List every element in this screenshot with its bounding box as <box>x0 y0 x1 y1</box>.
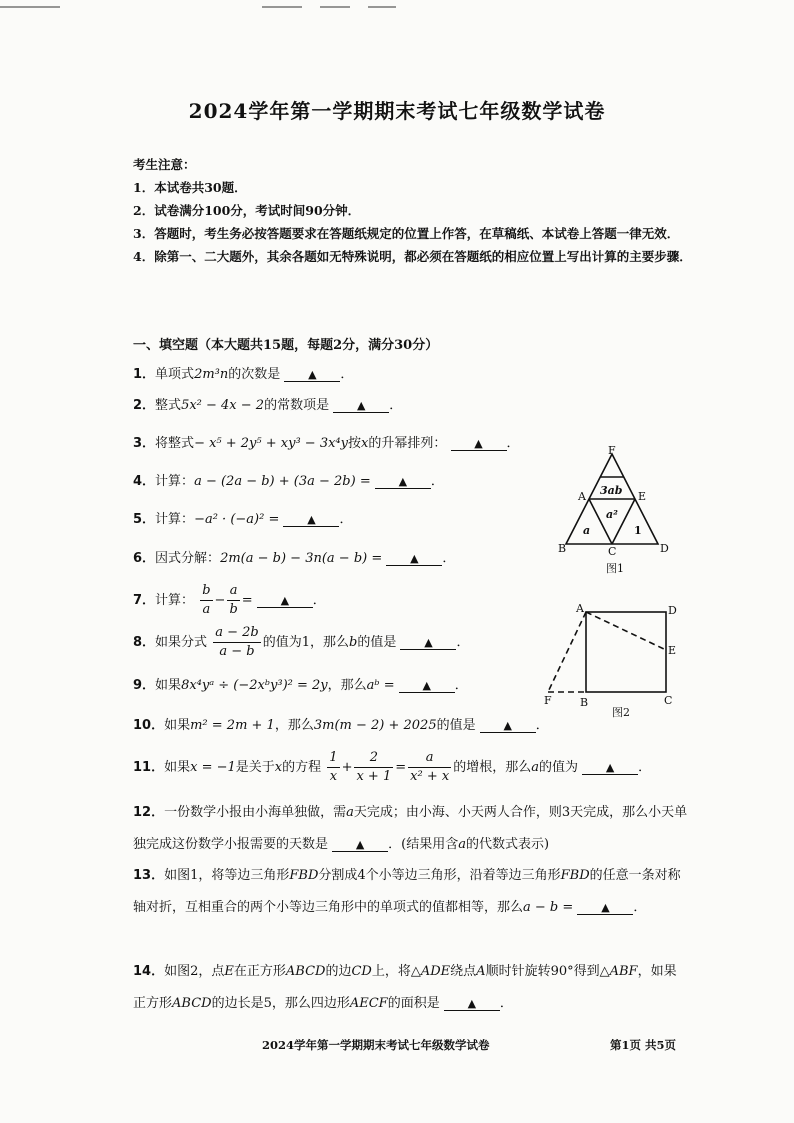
answer-blank[interactable] <box>386 553 442 566</box>
section-heading: 一、填空题（本大题共15题，每题2分，满分30分） <box>133 338 439 353</box>
answer-blank[interactable] <box>284 369 340 382</box>
exam-notes <box>133 153 693 268</box>
question-text: 的值为 <box>538 760 578 775</box>
note-item: 2．试卷满分100分，考试时间90分钟． <box>133 203 361 218</box>
question-4: 4．计算：a − (2a − b) + (3a − 2b) = ▲ ． <box>133 474 444 489</box>
question-text: 的常数项是 <box>264 398 330 413</box>
triangle-icon: ▲ <box>474 437 483 450</box>
answer-blank[interactable] <box>332 839 388 852</box>
fraction <box>227 582 239 619</box>
denominator: a − b <box>219 644 255 659</box>
question-text: 的方程 <box>282 760 322 775</box>
fraction <box>354 749 393 786</box>
numerator: a <box>227 582 239 601</box>
answer-blank[interactable] <box>333 400 389 413</box>
point-label: A <box>578 490 586 503</box>
question-9: 9．如果8x⁴yᵃ ÷ (−2xᵇy³)² = 2y，那么aᵇ = ▲ ． <box>133 678 468 693</box>
math-expression: aᵇ = <box>366 678 395 693</box>
question-number: 4． <box>133 474 156 489</box>
question-number: 12． <box>133 805 165 820</box>
answer-blank[interactable] <box>400 637 456 650</box>
triangle-icon: ▲ <box>424 636 433 649</box>
point-label: C <box>664 694 673 707</box>
math-expression: x = −1 <box>190 760 236 775</box>
question-number: 7． <box>133 593 156 608</box>
triangle-icon: ▲ <box>410 552 419 565</box>
question-text: 顺时针旋转90°得到△ <box>485 964 610 979</box>
question-text: ．(结果用含 <box>388 837 459 852</box>
question-text: ，那么 <box>274 718 314 733</box>
math-expression: a − b = <box>523 900 574 915</box>
point-label: D <box>660 542 669 555</box>
question-8: 8．如果分式 $\frac{a - 2b}{a - b}$ 的值为1，那么b的值是 ▲ ． <box>133 625 470 659</box>
question-text: 如图1，将等边三角形 <box>164 868 290 883</box>
denominator: x <box>329 769 338 784</box>
math-variable: a <box>346 805 354 820</box>
question-text: 整式 <box>155 398 182 413</box>
fraction <box>327 749 339 786</box>
math-variable: ADE <box>420 964 451 979</box>
question-text: ，如果正方形 <box>133 964 677 1011</box>
point-label: E <box>638 490 647 503</box>
math-variable: FBD <box>560 868 590 883</box>
triangle-icon: ▲ <box>280 594 290 607</box>
question-text: 一份数学小报由小海单独做，需 <box>164 805 347 820</box>
scan-mark <box>320 6 350 8</box>
question-text: 的升幂排列： <box>368 436 447 451</box>
exam-title: 2024学年第一学期期末考试七年级数学试卷 <box>188 99 606 123</box>
answer-blank[interactable] <box>283 514 339 527</box>
question-text: 计算： <box>155 474 195 489</box>
question-text: 如果分式 <box>155 635 208 650</box>
denominator: x² + x <box>410 769 450 784</box>
math-variable: a <box>531 760 539 775</box>
question-text: 的代数式表示) <box>466 837 550 852</box>
figure-2 <box>540 600 690 720</box>
question-text: 绕点 <box>450 964 477 979</box>
denominator: x + 1 <box>356 769 392 784</box>
point-label: D <box>668 604 677 617</box>
footer-title: 2024学年第一学期期末考试七年级数学试卷 <box>262 1038 490 1052</box>
math-expression: m² = 2m + 1 <box>190 718 275 733</box>
math-variable: x <box>274 760 283 775</box>
triangle-icon: ▲ <box>398 475 408 488</box>
math-expression: 5x² − 4x − 2 <box>181 398 265 413</box>
question-text: 的任意一条对称轴对折，互相重合的两个小等边三角形中的单项式的值都相等，那么 <box>133 868 681 915</box>
math-expression: 2m(a − b) − 3n(a − b) = <box>220 551 383 566</box>
math-variable: ABCD <box>172 996 212 1011</box>
answer-blank[interactable] <box>577 902 633 915</box>
question-number: 1． <box>133 367 156 382</box>
scan-mark <box>0 6 60 8</box>
question-text: 的值是 <box>357 635 397 650</box>
math-expression: 8x⁴yᵃ ÷ (−2xᵇy³)² = 2y <box>181 678 328 693</box>
scan-mark <box>368 6 396 8</box>
answer-blank[interactable] <box>582 762 638 775</box>
question-text: 如果 <box>164 760 191 775</box>
triangle-icon: ▲ <box>307 513 316 526</box>
answer-blank[interactable] <box>399 680 455 693</box>
math-variable: a <box>458 837 466 852</box>
cell-label: a <box>583 524 591 537</box>
question-13: 13．如图1，将等边三角形FBD分割成4个小等边三角形，沿着等边三角形FBD的任意一条对称轴对折，互相重合的两个小等边三角形中的单项式的值都相等，那么a − b = ▲ ． <box>133 868 681 915</box>
question-text: 的增根，那么 <box>453 760 532 775</box>
notes-heading: 考生注意： <box>133 157 196 172</box>
question-number: 14． <box>133 964 165 979</box>
figure-1 <box>556 444 676 574</box>
cell-label: a² <box>606 508 618 521</box>
page-number: 第1页 共5页 <box>610 1038 677 1052</box>
question-text: 在正方形 <box>233 964 286 979</box>
fraction <box>213 624 261 661</box>
math-variable: ABF <box>609 964 638 979</box>
triangle-icon: ▲ <box>355 838 365 851</box>
question-text: 的面积是 <box>387 996 440 1011</box>
answer-blank[interactable] <box>480 720 536 733</box>
question-text: 的值为1，那么 <box>262 635 349 650</box>
question-text: ，那么 <box>327 678 367 693</box>
numerator: 1 <box>327 749 339 768</box>
question-text: 计算： <box>155 512 195 527</box>
numerator: a − 2b <box>213 624 261 643</box>
question-number: 9． <box>133 678 156 693</box>
question-2: 2．整式5x² − 4x − 2的常数项是 ▲ ． <box>133 398 403 413</box>
answer-blank[interactable] <box>257 595 313 608</box>
question-number: 10． <box>133 718 165 733</box>
question-text: 的边长是5，那么四边形 <box>211 996 350 1011</box>
note-item: 4．除第一、二大题外，其余各题如无特殊说明，都必须在答题纸的相应位置上写出计算的主要步骤． <box>133 249 692 264</box>
answer-blank[interactable] <box>451 438 507 451</box>
fraction <box>408 749 451 786</box>
question-text: 是关于 <box>235 760 275 775</box>
triangle-icon: ▲ <box>308 368 317 381</box>
question-number: 13． <box>133 868 165 883</box>
question-text: 计算： <box>155 593 195 608</box>
numerator: b <box>200 582 212 601</box>
point-label: A <box>576 602 584 615</box>
note-item: 3．答题时，考生务必按答题要求在答题纸规定的位置上作答，在草稿纸、本试卷上答题一律无效． <box>133 226 680 241</box>
question-number: 11． <box>133 760 165 775</box>
numerator: 2 <box>354 749 393 768</box>
math-expression: a − (2a − b) + (3a − 2b) = <box>194 474 371 489</box>
question-text: 天完成；由小海、小天两人合作，则3天完成，那么小天单独完成这份数学小报需要的天数是 <box>133 805 688 852</box>
question-number: 2． <box>133 398 156 413</box>
question-3: 3．将整式− x⁵ + 2y⁵ + xy³ − 3x⁴y按x的升幂排列： ▲ ． <box>133 436 520 451</box>
question-text: 的值是 <box>436 718 476 733</box>
triangle-icon: ▲ <box>503 719 512 732</box>
question-12 <box>133 797 689 861</box>
scan-mark <box>262 6 302 8</box>
math-expression: −a² · (−a)² = <box>194 512 280 527</box>
question-text: 的次数是 <box>228 367 281 382</box>
numerator: a <box>408 749 451 768</box>
point-label: B <box>558 542 567 555</box>
cell-label: 1 <box>634 524 642 537</box>
triangle-icon: ▲ <box>601 901 610 914</box>
math-expression: − x⁵ + 2y⁵ + xy³ − 3x⁴y <box>194 436 348 451</box>
math-variable: FBD <box>289 868 319 883</box>
question-number: 5． <box>133 512 156 527</box>
question-text: 如果 <box>164 718 191 733</box>
math-expression: 3m(m − 2) + 2025 <box>313 718 437 733</box>
question-1: 1．单项式2m³n的次数是 ▲ ． <box>133 367 354 382</box>
math-variable: AECF <box>349 996 388 1011</box>
cell-label: 3ab <box>600 484 623 497</box>
question-text: 如果 <box>155 678 182 693</box>
question-text: 将整式 <box>155 436 195 451</box>
point-label: F <box>544 694 552 707</box>
question-5: 5．计算：−a² · (−a)² = ▲ ． <box>133 512 353 527</box>
triangle-icon: ▲ <box>357 399 366 412</box>
answer-blank[interactable] <box>444 998 500 1011</box>
fraction <box>200 582 212 619</box>
denominator: b <box>229 602 238 617</box>
question-text: 单项式 <box>155 367 195 382</box>
question-number: 6． <box>133 551 156 566</box>
math-variable: x <box>361 436 369 451</box>
answer-blank[interactable] <box>375 476 431 489</box>
question-number: 3． <box>133 436 156 451</box>
triangle-icon: ▲ <box>422 679 432 692</box>
triangle-icon: ▲ <box>467 997 477 1010</box>
question-10: 10．如果m² = 2m + 1，那么3m(m − 2) + 2025的值是 ▲ ． <box>133 718 549 733</box>
question-text: 分割成4个小等边三角形，沿着等边三角形 <box>318 868 561 883</box>
point-label: F <box>608 444 616 457</box>
math-variable: E <box>224 964 234 979</box>
math-variable: b <box>349 635 358 650</box>
question-number: 8． <box>133 635 156 650</box>
question-text: 如图2，点 <box>164 964 225 979</box>
question-text: 的边 <box>325 964 352 979</box>
figure-caption: 图1 <box>606 562 624 575</box>
question-11: 11．如果x = −1是关于x的方程 $\frac{1}{x}$ + $\frac{2}{x + 1}$ = $\frac{a}{\text{x² + x}}$ 的增根，那么a的值为 ▲ ． <box>133 750 652 784</box>
math-variable: ABCD <box>285 964 326 979</box>
note-item: 1．本试卷共30题． <box>133 180 247 195</box>
triangle-icon: ▲ <box>605 761 615 774</box>
denominator: a <box>202 602 211 617</box>
math-variable: A <box>476 964 486 979</box>
question-7: 7．计算： $\frac{b}{a}$ − $\frac{a}{b}$ = ▲ ． <box>133 583 326 617</box>
math-expression: 2m³n <box>194 367 229 382</box>
figure-caption: 图2 <box>612 706 630 719</box>
question-14: 14．如图2，点E在正方形ABCD的边CD上，将△ADE绕点A顺时针旋转90°得到△ABF，如果正方形ABCD的边长是5，那么四边形AECF的面积是 ▲ ． <box>133 964 677 1011</box>
question-text: 上，将△ <box>371 964 421 979</box>
question-text: 因式分解： <box>155 551 221 566</box>
point-label: B <box>580 696 589 709</box>
point-label: C <box>608 545 617 558</box>
math-variable: CD <box>351 964 372 979</box>
point-label: E <box>668 644 677 657</box>
question-6: 6．因式分解：2m(a − b) − 3n(a − b) = ▲ ． <box>133 551 456 566</box>
question-text: 按 <box>347 436 361 451</box>
